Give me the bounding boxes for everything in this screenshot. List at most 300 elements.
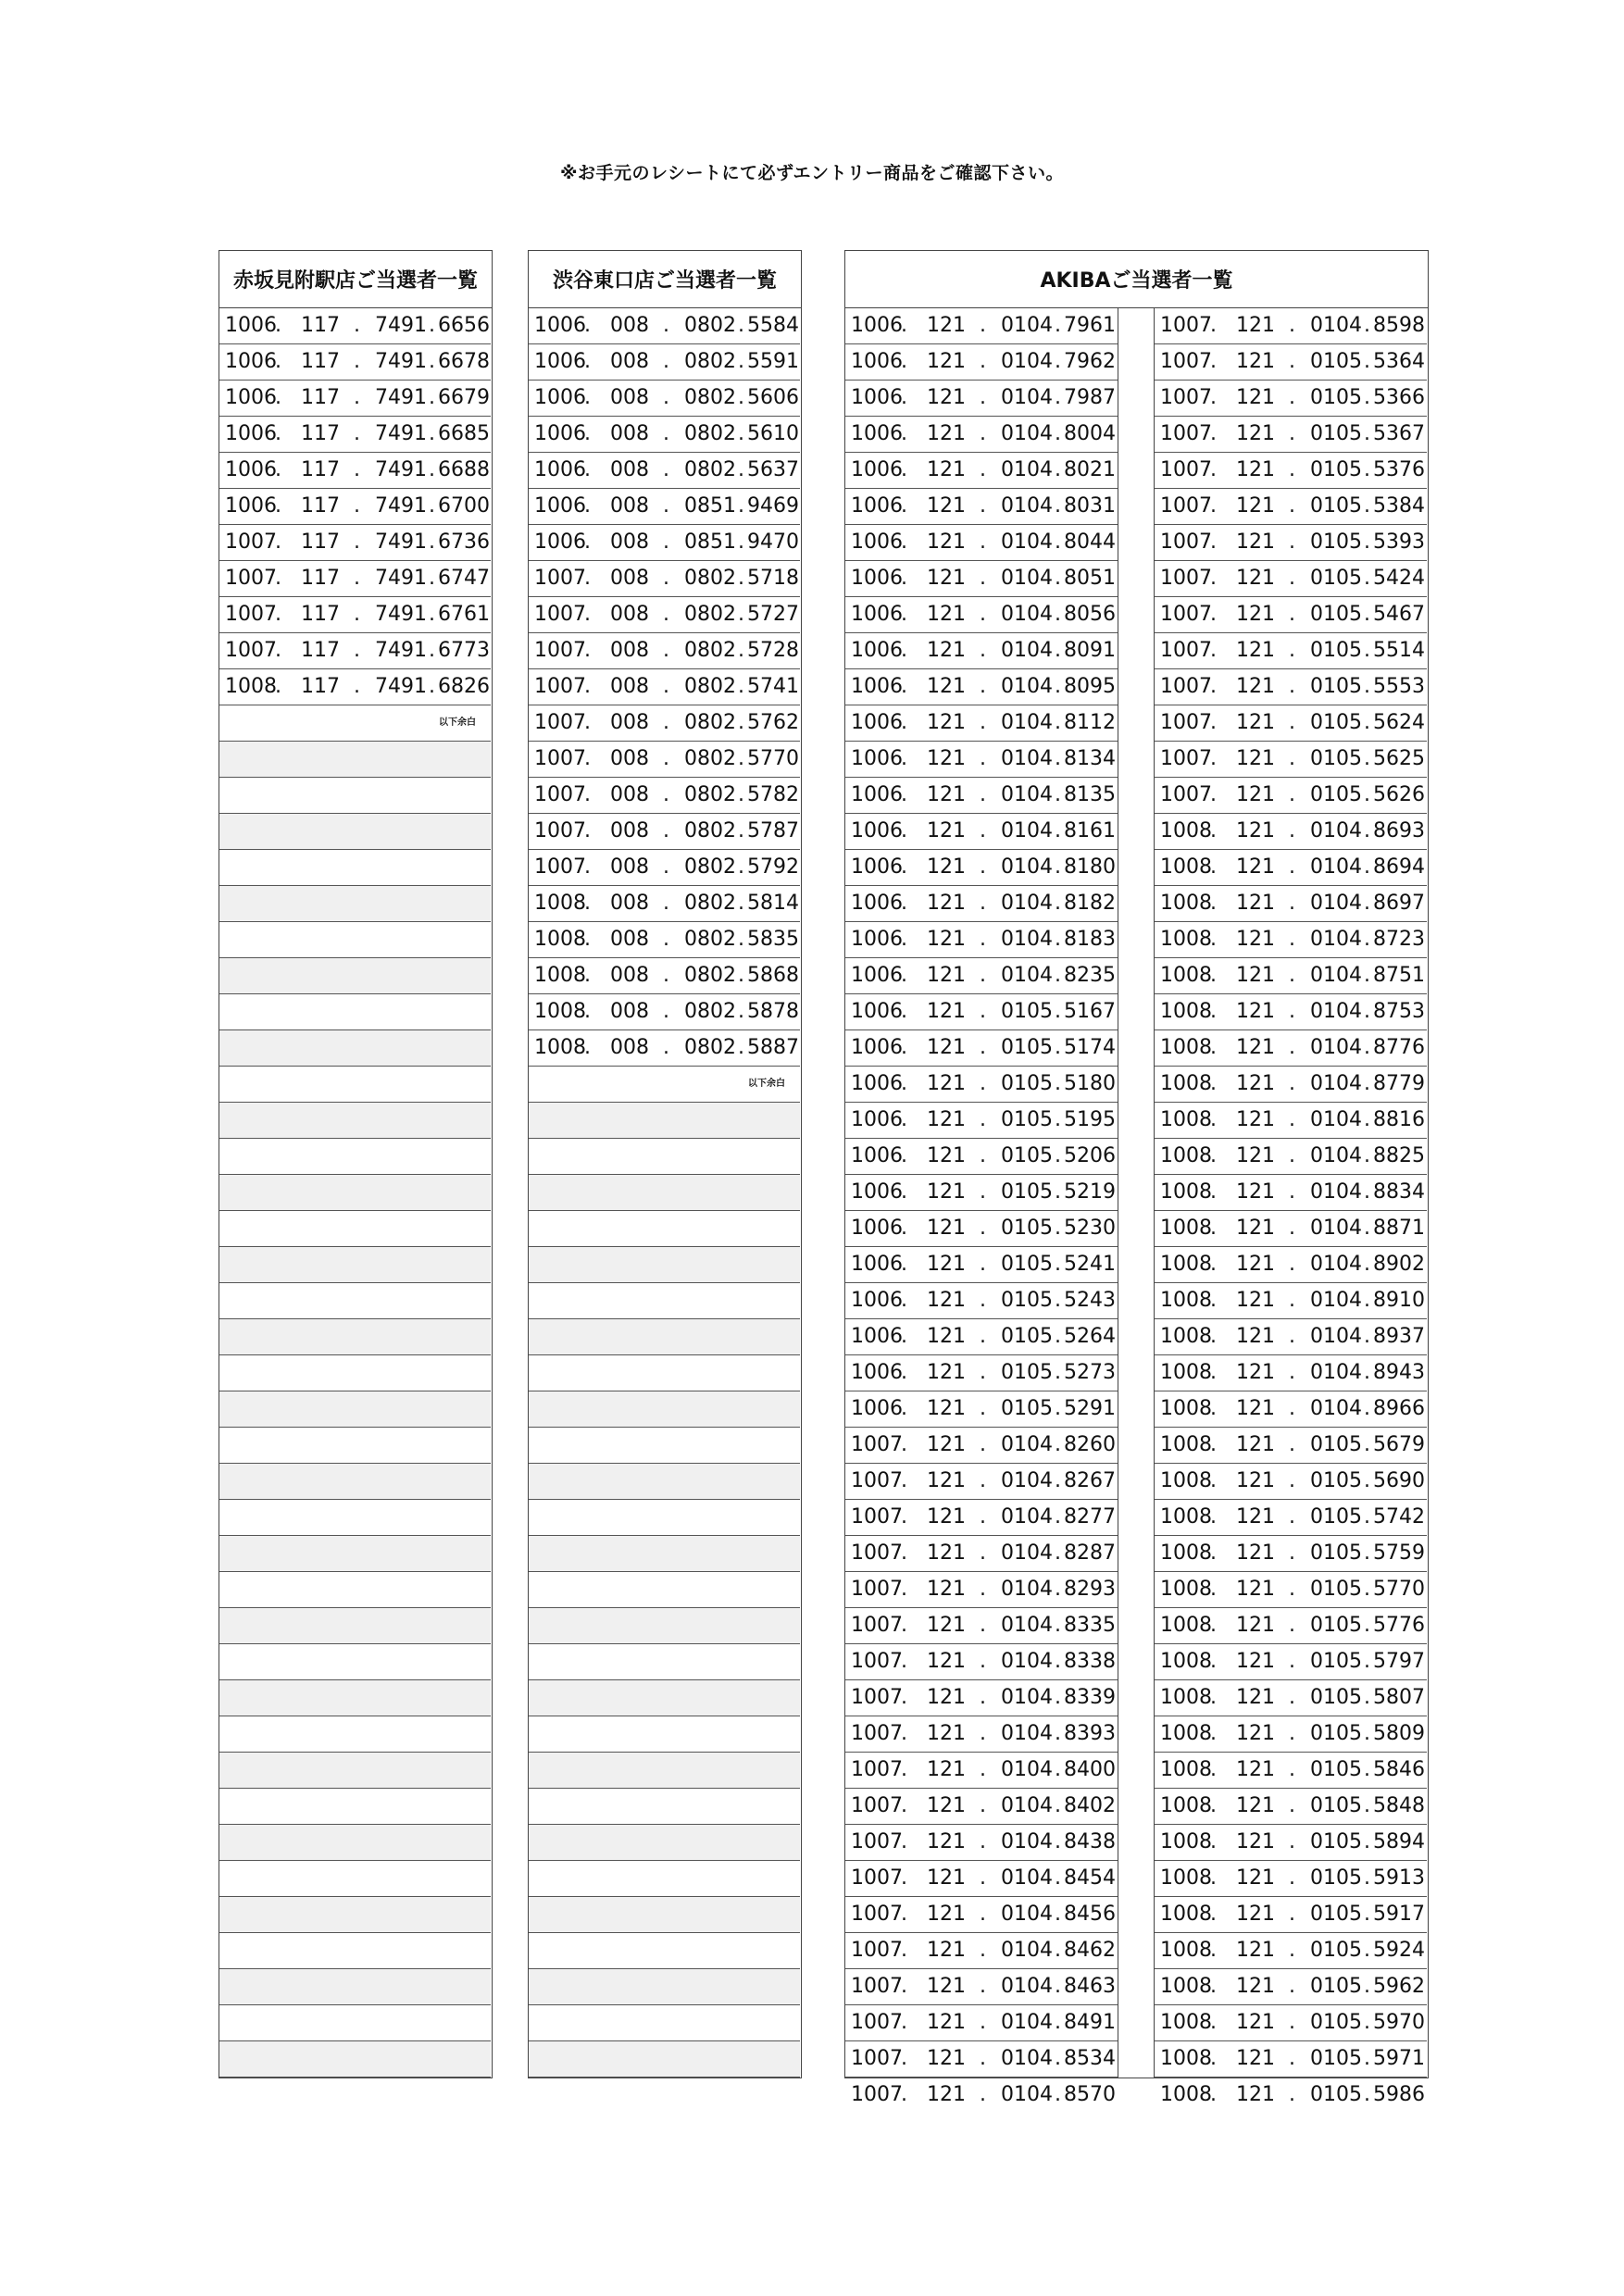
number-part-3: 0104 xyxy=(1001,892,1053,915)
blank-row xyxy=(219,1211,491,1247)
number-part-3: 0104 xyxy=(1310,1036,1362,1059)
number-part-1: 1008 xyxy=(1160,1975,1212,1998)
number-part-1: 1006 xyxy=(851,494,903,518)
separator: . xyxy=(663,928,669,951)
number-part-4: 5424 xyxy=(1373,567,1425,590)
number-part-1: 1006 xyxy=(534,494,586,518)
winner-number-row xyxy=(845,886,1118,922)
separator: . xyxy=(1364,855,1370,879)
number-part-1: 1008 xyxy=(1160,1758,1212,1781)
winner-number-row xyxy=(845,1716,1118,1753)
separator: . xyxy=(1289,1361,1295,1384)
number-part-3: 0105 xyxy=(1310,1903,1362,1926)
number-part-2: 121 xyxy=(927,458,966,481)
winner-number-row xyxy=(1155,1644,1427,1680)
separator: . xyxy=(1289,1289,1295,1312)
number-part-3: 0104 xyxy=(1001,964,1053,987)
blank-row xyxy=(219,1139,491,1175)
number-part-2: 008 xyxy=(610,855,649,879)
number-part-2: 008 xyxy=(610,386,649,409)
number-part-4: 8937 xyxy=(1373,1325,1425,1348)
number-part-1: 1008 xyxy=(1160,1866,1212,1890)
number-part-2: 121 xyxy=(1236,1975,1275,1998)
number-part-2: 121 xyxy=(927,783,966,806)
number-part-3: 0105 xyxy=(1310,458,1362,481)
separator: . xyxy=(354,603,360,626)
separator: . xyxy=(663,675,669,698)
separator: . xyxy=(1289,603,1295,626)
winner-number-row xyxy=(845,1500,1118,1536)
number-part-1: 1006 xyxy=(851,747,903,770)
number-part-3: 7491 xyxy=(375,494,427,518)
number-part-3: 0105 xyxy=(1310,350,1362,373)
separator: . xyxy=(1289,1650,1295,1673)
number-part-3: 7491 xyxy=(375,350,427,373)
separator: . xyxy=(1364,1866,1370,1890)
number-part-3: 0104 xyxy=(1001,1650,1053,1673)
winner-number-row xyxy=(845,1897,1118,1933)
winner-number-row xyxy=(1155,669,1427,705)
number-part-3: 0104 xyxy=(1310,1108,1362,1131)
separator: . xyxy=(1364,892,1370,915)
separator: . xyxy=(901,603,907,626)
blank-row xyxy=(219,958,491,994)
number-part-3: 0105 xyxy=(1310,675,1362,698)
number-part-1: 1008 xyxy=(534,1036,586,1059)
number-part-1: 1008 xyxy=(1160,855,1212,879)
separator: . xyxy=(901,1758,907,1781)
number-part-3: 0104 xyxy=(1001,1758,1053,1781)
separator: . xyxy=(901,1686,907,1709)
blank-row xyxy=(529,1536,800,1572)
number-part-3: 0104 xyxy=(1310,855,1362,879)
number-part-3: 0104 xyxy=(1001,855,1053,879)
number-part-2: 121 xyxy=(927,530,966,554)
number-part-4: 5742 xyxy=(1373,1505,1425,1529)
separator: . xyxy=(1289,747,1295,770)
winner-number-row xyxy=(1155,1608,1427,1644)
separator: . xyxy=(1055,1686,1061,1709)
winner-number-row xyxy=(1155,886,1427,922)
winner-number-row xyxy=(1155,1572,1427,1608)
number-part-3: 0105 xyxy=(1310,1433,1362,1456)
number-part-1: 1006 xyxy=(851,1144,903,1167)
number-part-2: 008 xyxy=(610,892,649,915)
number-part-3: 0104 xyxy=(1001,1903,1053,1926)
separator: . xyxy=(663,350,669,373)
number-part-2: 121 xyxy=(1236,2047,1275,2070)
separator: . xyxy=(901,1830,907,1853)
separator: . xyxy=(1364,1253,1370,1276)
number-part-2: 121 xyxy=(1236,1614,1275,1637)
separator: . xyxy=(1289,2011,1295,2034)
winner-number-row xyxy=(219,633,491,669)
separator: . xyxy=(584,314,591,337)
winner-number-row xyxy=(845,308,1118,344)
separator: . xyxy=(1055,892,1061,915)
separator: . xyxy=(1289,1397,1295,1420)
number-part-3: 0105 xyxy=(1310,2083,1362,2106)
number-part-4: 5797 xyxy=(1373,1650,1425,1673)
winner-number-row xyxy=(845,2005,1118,2041)
number-part-1: 1006 xyxy=(851,1180,903,1204)
separator: . xyxy=(901,1650,907,1673)
number-part-2: 121 xyxy=(927,1108,966,1131)
number-part-1: 1007 xyxy=(225,639,277,662)
number-part-3: 0105 xyxy=(1001,1000,1053,1023)
winner-number-row xyxy=(845,1969,1118,2005)
separator: . xyxy=(1364,1975,1370,1998)
number-part-2: 121 xyxy=(1236,1578,1275,1601)
number-part-1: 1007 xyxy=(1160,458,1212,481)
number-part-2: 121 xyxy=(1236,1325,1275,1348)
number-part-2: 121 xyxy=(1236,1289,1275,1312)
separator: . xyxy=(354,314,360,337)
number-part-3: 0105 xyxy=(1310,1469,1362,1492)
number-part-4: 8183 xyxy=(1064,928,1116,951)
number-part-1: 1006 xyxy=(851,819,903,842)
number-part-4: 8943 xyxy=(1373,1361,1425,1384)
number-part-2: 008 xyxy=(610,783,649,806)
number-part-2: 121 xyxy=(927,964,966,987)
number-part-2: 121 xyxy=(1236,1361,1275,1384)
separator: . xyxy=(663,386,669,409)
winner-number-row xyxy=(845,958,1118,994)
number-part-3: 0105 xyxy=(1310,1975,1362,1998)
number-part-4: 5868 xyxy=(747,964,799,987)
number-part-4: 8462 xyxy=(1064,1939,1116,1962)
separator: . xyxy=(1055,1794,1061,1817)
number-part-3: 0104 xyxy=(1001,350,1053,373)
separator: . xyxy=(1210,2083,1217,2106)
number-part-3: 0105 xyxy=(1310,2047,1362,2070)
number-part-1: 1007 xyxy=(534,783,586,806)
separator: . xyxy=(1210,603,1217,626)
separator: . xyxy=(663,422,669,445)
number-part-2: 121 xyxy=(927,928,966,951)
winner-number-row xyxy=(845,1644,1118,1680)
separator: . xyxy=(429,386,435,409)
number-part-2: 121 xyxy=(1236,2083,1275,2106)
number-part-2: 117 xyxy=(301,386,340,409)
number-part-3: 0104 xyxy=(1001,747,1053,770)
separator: . xyxy=(901,1578,907,1601)
separator: . xyxy=(901,1325,907,1348)
shibuya-table-title: 渋谷東口店ご当選者一覧 xyxy=(529,251,801,308)
number-part-4: 8180 xyxy=(1064,855,1116,879)
number-part-4: 8534 xyxy=(1064,2047,1116,2070)
separator: . xyxy=(1210,1686,1217,1709)
number-part-1: 1007 xyxy=(534,855,586,879)
winner-number-row xyxy=(845,1211,1118,1247)
blank-row xyxy=(219,814,491,850)
number-part-1: 1008 xyxy=(1160,1036,1212,1059)
separator: . xyxy=(738,892,744,915)
separator: . xyxy=(901,1361,907,1384)
number-part-3: 0802 xyxy=(684,711,736,734)
number-part-2: 121 xyxy=(1236,675,1275,698)
winner-number-row xyxy=(1155,2078,1427,2114)
separator: . xyxy=(980,1975,986,1998)
winner-number-row xyxy=(1155,633,1427,669)
winner-number-row xyxy=(845,1536,1118,1572)
separator: . xyxy=(1055,1758,1061,1781)
number-part-1: 1008 xyxy=(1160,1361,1212,1384)
separator: . xyxy=(663,639,669,662)
separator: . xyxy=(1055,855,1061,879)
number-part-4: 5835 xyxy=(747,928,799,951)
number-part-2: 121 xyxy=(927,1614,966,1637)
notice-text: ※お手元のレシートにて必ずエントリー商品をご確認下さい。 xyxy=(559,163,1065,183)
number-part-4: 5584 xyxy=(747,314,799,337)
number-part-3: 7491 xyxy=(375,386,427,409)
number-part-4: 5809 xyxy=(1373,1722,1425,1745)
number-part-3: 0104 xyxy=(1310,1289,1362,1312)
number-part-2: 121 xyxy=(927,386,966,409)
akasaka-winner-table xyxy=(219,250,493,2078)
separator: . xyxy=(980,1541,986,1565)
separator: . xyxy=(980,350,986,373)
blank-row xyxy=(219,1103,491,1139)
separator: . xyxy=(980,1325,986,1348)
separator: . xyxy=(1055,1180,1061,1204)
separator: . xyxy=(1364,494,1370,518)
separator: . xyxy=(275,675,281,698)
separator: . xyxy=(354,386,360,409)
separator: . xyxy=(1289,1541,1295,1565)
separator: . xyxy=(1364,1000,1370,1023)
number-part-4: 5690 xyxy=(1373,1469,1425,1492)
number-part-1: 1008 xyxy=(1160,1072,1212,1095)
number-part-1: 1008 xyxy=(1160,1830,1212,1853)
blank-row xyxy=(529,1861,800,1897)
number-part-2: 008 xyxy=(610,747,649,770)
winner-number-row xyxy=(845,1428,1118,1464)
separator: . xyxy=(1364,1217,1370,1240)
separator: . xyxy=(1289,2083,1295,2106)
number-part-3: 0104 xyxy=(1001,386,1053,409)
winner-number-row xyxy=(1155,1391,1427,1428)
separator: . xyxy=(275,494,281,518)
separator: . xyxy=(1289,1758,1295,1781)
winner-number-row xyxy=(845,705,1118,742)
blank-row xyxy=(529,1067,800,1103)
separator: . xyxy=(1289,1144,1295,1167)
separator: . xyxy=(1055,1144,1061,1167)
number-part-4: 5971 xyxy=(1373,2047,1425,2070)
separator: . xyxy=(980,1397,986,1420)
blank-row xyxy=(529,1247,800,1283)
separator: . xyxy=(429,494,435,518)
number-part-4: 8871 xyxy=(1373,1217,1425,1240)
number-part-2: 121 xyxy=(1236,1144,1275,1167)
number-part-2: 117 xyxy=(301,603,340,626)
number-part-3: 7491 xyxy=(375,567,427,590)
number-part-1: 1008 xyxy=(1160,1722,1212,1745)
number-part-1: 1007 xyxy=(1160,350,1212,373)
number-part-4: 8260 xyxy=(1064,1433,1116,1456)
winner-number-row xyxy=(845,1247,1118,1283)
separator: . xyxy=(1210,855,1217,879)
number-part-4: 5807 xyxy=(1373,1686,1425,1709)
winner-number-row xyxy=(219,453,491,489)
number-part-1: 1008 xyxy=(1160,1939,1212,1962)
blank-row xyxy=(219,922,491,958)
separator: . xyxy=(901,639,907,662)
number-part-1: 1007 xyxy=(851,2011,903,2034)
number-part-4: 5887 xyxy=(747,1036,799,1059)
number-part-1: 1006 xyxy=(851,855,903,879)
separator: . xyxy=(584,422,591,445)
winner-number-row xyxy=(219,669,491,705)
blank-row xyxy=(219,705,491,742)
winner-number-row xyxy=(845,489,1118,525)
number-part-1: 1008 xyxy=(1160,819,1212,842)
number-part-4: 8402 xyxy=(1064,1794,1116,1817)
number-part-3: 0104 xyxy=(1001,2047,1053,2070)
winner-number-row xyxy=(529,1030,800,1067)
winner-number-row xyxy=(1155,1680,1427,1716)
number-part-3: 0104 xyxy=(1310,1072,1362,1095)
separator: . xyxy=(901,530,907,554)
separator: . xyxy=(901,1000,907,1023)
separator: . xyxy=(1210,819,1217,842)
winner-number-row xyxy=(845,1139,1118,1175)
number-part-1: 1006 xyxy=(851,314,903,337)
number-part-3: 0802 xyxy=(684,747,736,770)
number-part-2: 121 xyxy=(927,1217,966,1240)
separator: . xyxy=(738,964,744,987)
number-part-1: 1007 xyxy=(851,1794,903,1817)
separator: . xyxy=(584,928,591,951)
winner-number-row xyxy=(1155,1897,1427,1933)
number-part-2: 117 xyxy=(301,675,340,698)
separator: . xyxy=(1289,964,1295,987)
separator: . xyxy=(429,675,435,698)
number-part-1: 1008 xyxy=(1160,1108,1212,1131)
separator: . xyxy=(275,639,281,662)
number-part-4: 8161 xyxy=(1064,819,1116,842)
separator: . xyxy=(429,567,435,590)
blank-row xyxy=(529,1319,800,1355)
number-part-4: 5878 xyxy=(747,1000,799,1023)
number-part-1: 1008 xyxy=(1160,892,1212,915)
blank-row xyxy=(529,1608,800,1644)
number-part-4: 5514 xyxy=(1373,639,1425,662)
number-part-4: 5367 xyxy=(1373,422,1425,445)
number-part-4: 5241 xyxy=(1064,1253,1116,1276)
number-part-2: 121 xyxy=(927,1578,966,1601)
separator: . xyxy=(980,1253,986,1276)
separator: . xyxy=(1055,1289,1061,1312)
separator: . xyxy=(1210,1469,1217,1492)
number-part-3: 0105 xyxy=(1310,1650,1362,1673)
number-part-3: 0802 xyxy=(684,928,736,951)
blank-row xyxy=(219,1175,491,1211)
number-part-1: 1007 xyxy=(851,1722,903,1745)
number-part-4: 5727 xyxy=(747,603,799,626)
winner-number-row xyxy=(845,922,1118,958)
winner-number-row xyxy=(1155,1030,1427,1067)
number-part-2: 121 xyxy=(927,1180,966,1204)
number-part-4: 8693 xyxy=(1373,819,1425,842)
separator: . xyxy=(1364,1361,1370,1384)
number-part-4: 8056 xyxy=(1064,603,1116,626)
winner-number-row xyxy=(529,742,800,778)
winner-number-row xyxy=(1155,814,1427,850)
separator: . xyxy=(1289,1939,1295,1962)
number-part-4: 5180 xyxy=(1064,1072,1116,1095)
number-part-2: 121 xyxy=(1236,458,1275,481)
number-part-3: 0105 xyxy=(1310,1758,1362,1781)
winner-number-row xyxy=(845,1753,1118,1789)
number-part-4: 5970 xyxy=(1373,2011,1425,2034)
blank-row xyxy=(529,1211,800,1247)
separator: . xyxy=(901,1866,907,1890)
separator: . xyxy=(1055,1217,1061,1240)
number-part-3: 0105 xyxy=(1310,1578,1362,1601)
blank-row xyxy=(529,1464,800,1500)
winner-number-row xyxy=(529,886,800,922)
separator: . xyxy=(584,964,591,987)
separator: . xyxy=(1289,1253,1295,1276)
separator: . xyxy=(901,1180,907,1204)
number-part-2: 121 xyxy=(1236,747,1275,770)
separator: . xyxy=(1055,2047,1061,2070)
number-part-4: 6736 xyxy=(438,530,490,554)
number-part-2: 121 xyxy=(927,1541,966,1565)
blank-row xyxy=(219,1933,491,1969)
winner-number-row xyxy=(845,597,1118,633)
winner-number-row xyxy=(1155,778,1427,814)
separator: . xyxy=(901,1036,907,1059)
winner-number-row xyxy=(529,778,800,814)
winner-number-row xyxy=(219,597,491,633)
number-part-4: 5762 xyxy=(747,711,799,734)
number-part-1: 1006 xyxy=(534,530,586,554)
number-part-2: 121 xyxy=(1236,1830,1275,1853)
separator: . xyxy=(1364,1072,1370,1095)
separator: . xyxy=(275,386,281,409)
number-part-2: 121 xyxy=(927,711,966,734)
end-of-list-note: 以下余白 xyxy=(439,718,476,728)
number-part-1: 1007 xyxy=(851,1686,903,1709)
number-part-1: 1007 xyxy=(851,1758,903,1781)
separator: . xyxy=(1364,2011,1370,2034)
winner-number-row xyxy=(1155,1753,1427,1789)
number-part-3: 0105 xyxy=(1310,603,1362,626)
number-part-1: 1008 xyxy=(534,964,586,987)
separator: . xyxy=(584,783,591,806)
separator: . xyxy=(738,314,744,337)
separator: . xyxy=(980,1433,986,1456)
number-part-4: 5787 xyxy=(747,819,799,842)
blank-row xyxy=(529,1969,800,2005)
number-part-4: 8694 xyxy=(1373,855,1425,879)
number-part-3: 0104 xyxy=(1310,1180,1362,1204)
number-part-2: 117 xyxy=(301,422,340,445)
separator: . xyxy=(901,892,907,915)
winner-number-row xyxy=(1155,1428,1427,1464)
number-part-2: 121 xyxy=(927,603,966,626)
winner-number-row xyxy=(1155,958,1427,994)
separator: . xyxy=(738,747,744,770)
blank-row xyxy=(219,1247,491,1283)
separator: . xyxy=(1289,2047,1295,2070)
number-part-2: 121 xyxy=(1236,386,1275,409)
winner-number-row xyxy=(1155,1861,1427,1897)
number-part-1: 1007 xyxy=(851,1505,903,1529)
